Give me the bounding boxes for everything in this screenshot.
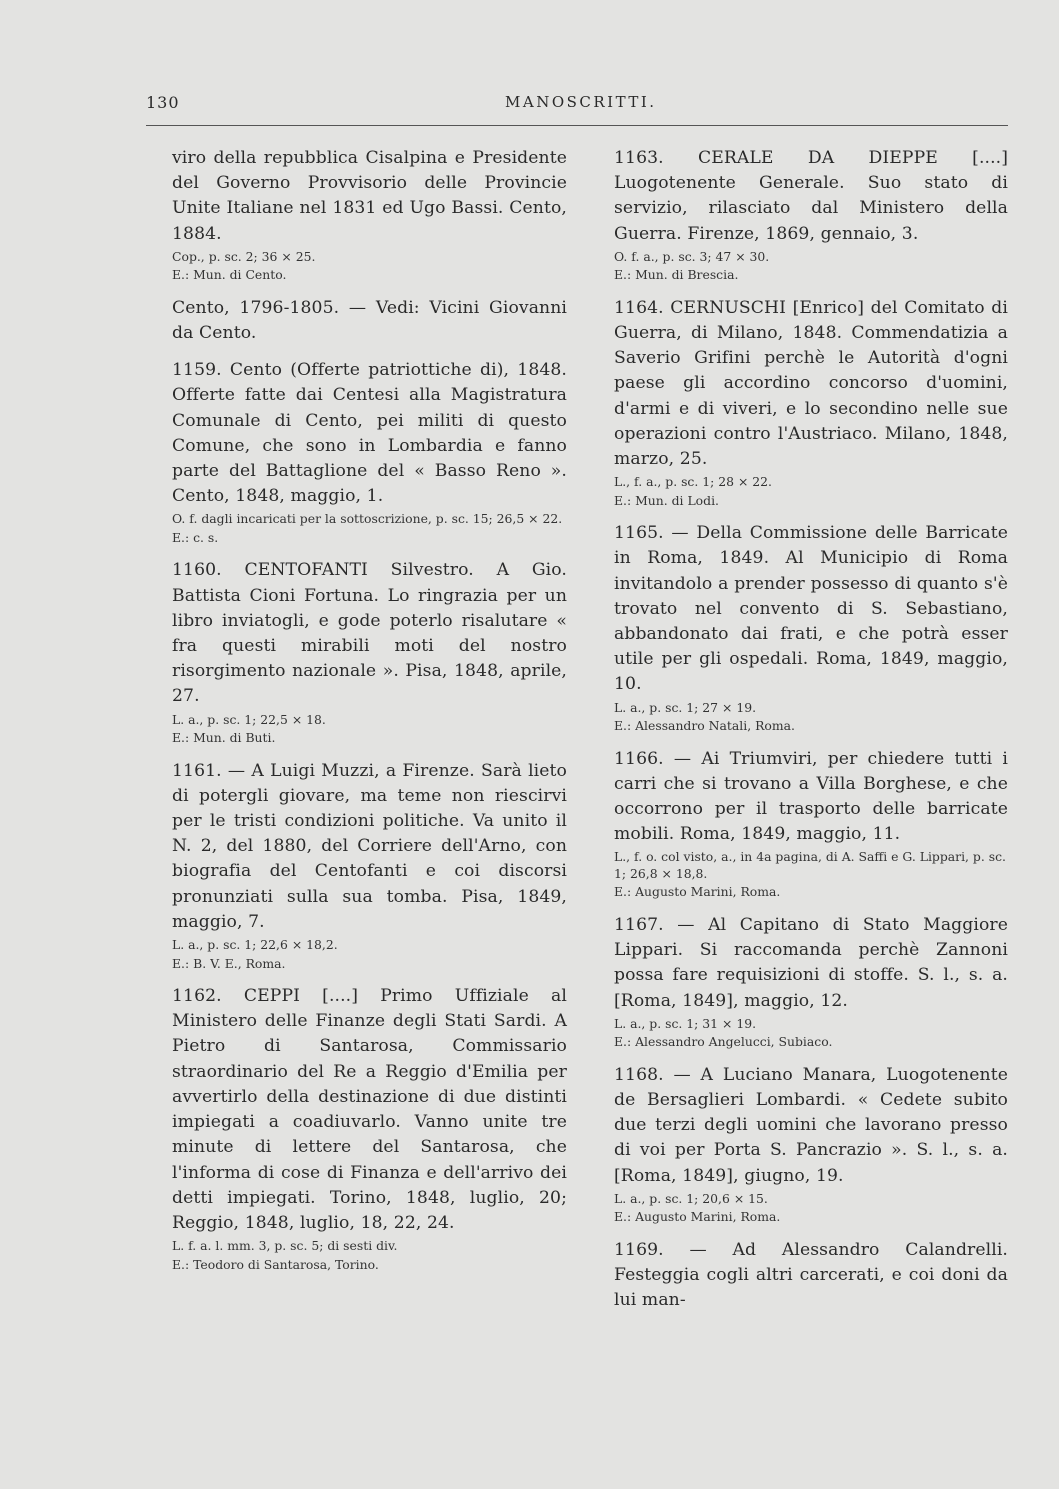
entry-text: 1169. — Ad Alessandro Calandrelli. Festeggia cogli altri carcerati, e coi doni da lui man- [614,1239,1008,1311]
entry-text: 1168. — A Luciano Manara, Luogotenente de Bersaglieri Lombardi. « Cedete subito due terzi degli uomini che lavorano presso di voi per Porta S. Pancrazio ». S. l., s. a. [Roma, 1849], giugno, 19. [614,1064,1008,1186]
entry-note: L., f. o. col visto, a., in 4a pagina, di A. Saffi e G. Lippari, p. sc. 1; 26,8 × 18,8. [614,849,1006,881]
entry-1159 [172,358,567,546]
entry-text: 1164. CERNUSCHI [Enrico] del Comitato di Guerra, di Milano, 1848. Commendatizia a Saverio Grifini perchè le Autorità d'ogni paese gli accordino concorso d'uomini, d'armi e di viveri, e lo secondino nelle sue operazioni contro l'Austriaco. Milano, 1848, marzo, 25. [614,297,1008,470]
entry-1164 [614,296,1008,509]
entry-note: O. f. dagli incaricati per la sottoscrizione, p. sc. 15; 26,5 × 22. [172,511,563,527]
entry-note: L. a., p. sc. 1; 31 × 19. [614,1015,757,1031]
header-rule [146,125,1008,126]
entry-1163 [614,146,1008,284]
entry-text: 1162. CEPPI [....] Primo Uffiziale al Ministero delle Finanze degli Stati Sardi. A Pietro di Santarosa, Commissario straordinario del Re a Reggio d'Emilia per avvertirlo della destinazione di due distinti impiegati a coadiuvarlo. Vanno unite tre minute di lettere del Santarosa, che l'informa di cose di Finanza e dell'arrivo dei detti impiegati. Torino, 1848, luglio, 20; Reggio, 1848, luglio, 18, 22, 24. [172,986,567,1233]
entry-text: viro della repubblica Cisalpina e Presidente del Governo Provvisorio delle Provincie Unite Italiane nel 1831 ed Ugo Bassi. Cento, 1884. [172,148,567,244]
entry-note: O. f. a., p. sc. 3; 47 × 30. [614,248,770,264]
entry-note: L. f. a. l. mm. 3, p. sc. 5; di sesti div. [172,1238,398,1254]
page-number: 130 [146,93,180,112]
entry-continuation [172,146,567,284]
entry-text: 1167. — Al Capitano di Stato Maggiore Lippari. Si raccomanda perchè Zannoni possa fare requisizioni di stoffe. S. l., s. a. [Roma, 1849], maggio, 12. [614,914,1008,1011]
entry-text: 1161. — A Luigi Muzzi, a Firenze. Sarà lieto di potergli giovare, ma teme non riescirvi per le tristi condizioni politiche. Va unito il N. 2, del 1880, del Corriere dell'Arno, con biografia del Centofanti e coi discorsi pronunziati sulla sua tomba. Pisa, 1849, maggio, 7. [172,760,567,932]
right-column [614,146,1008,1325]
entry-text: 1166. — Ai Triumviri, per chiedere tutti i carri che si trovano a Villa Borghese, e che occorrono per il trasporto delle barricate mobili. Roma, 1849, maggio, 11. [614,748,1008,845]
entry-text: 1163. CERALE DA DIEPPE [....] Luogotenente Generale. Suo stato di servizio, rilasciato dal Ministero della Guerra. Firenze, 1869, gennaio, 3. [614,148,1008,244]
entry-1168 [614,1063,1008,1226]
entry-note: E.: c. s. [172,529,219,545]
entry-1160 [172,558,567,746]
entry-1166 [614,747,1008,901]
entry-note: L. a., p. sc. 1; 27 × 19. [614,699,757,715]
entry-note: L. a., p. sc. 1; 22,5 × 18. [172,711,326,727]
entry-note: L. a., p. sc. 1; 20,6 × 15. [614,1190,768,1206]
entry-note: E.: Mun. di Buti. [172,730,276,746]
entry-1162 [172,984,567,1273]
entry-note: L. a., p. sc. 1; 22,6 × 18,2. [172,937,338,953]
entry-text: 1159. Cento (Offerte patriottiche di), 1848. Offerte fatte dai Centesi alla Magistratura Comunale di Cento, pei militi di questo Comune, che sono in Lombardia e fanno parte del Battaglione del « Basso Reno ». Cento, 1848, maggio, 1. [172,360,567,507]
entry-1165 [614,521,1008,734]
entry-1167 [614,913,1008,1051]
entry-note: E.: Alessandro Natali, Roma. [614,718,795,734]
entry-note: L., f. a., p. sc. 1; 28 × 22. [614,474,772,490]
entry-note: E.: Mun. di Cento. [172,267,287,283]
entry-1169 [614,1238,1008,1314]
entry-note: E.: Augusto Marini, Roma. [614,1209,781,1225]
entry-note: E.: Mun. di Lodi. [614,492,719,508]
entry-text: Cento, 1796-1805. — Vedi: Vicini Giovanni da Cento. [172,297,567,344]
entry-note: E.: Teodoro di Santarosa, Torino. [172,1256,379,1272]
entry-cento-crossref [172,296,567,346]
entry-note: E.: Augusto Marini, Roma. [614,884,781,900]
entry-note: Cop., p. sc. 2; 36 × 25. [172,248,316,264]
entry-note: E.: Alessandro Angelucci, Subiaco. [614,1034,833,1050]
left-column [172,146,567,1285]
running-title: MANOSCRITTI. [505,93,657,111]
entry-text: 1160. CENTOFANTI Silvestro. A Gio. Battista Cioni Fortuna. Lo ringrazia per un libro inviatogli, e gode poterlo risalutare « fra questi mirabili moti del nostro risorgimento nazionale ». Pisa, 1848, aprile, 27. [172,560,567,707]
entry-1161 [172,759,567,972]
entry-note: E.: Mun. di Brescia. [614,267,739,283]
entry-note: E.: B. V. E., Roma. [172,955,286,971]
entry-text: 1165. — Della Commissione delle Barricate in Roma, 1849. Al Municipio di Roma invitandolo a prender possesso di quanto s'è trovato nel convento di S. Sebastiano, abbandonato dai frati, e che potrà esser utile per gli ospedali. Roma, 1849, maggio, 10. [614,523,1008,695]
